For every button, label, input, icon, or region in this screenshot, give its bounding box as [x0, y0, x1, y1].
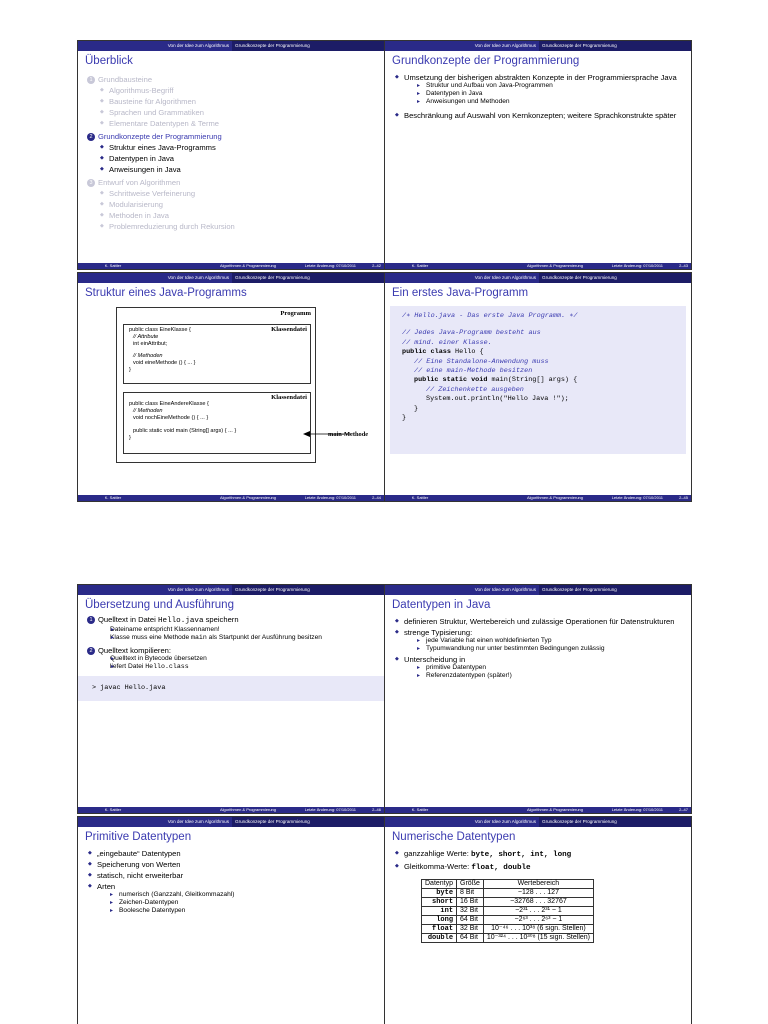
section-3: 3 Entwurf von Algorithmen ◆ Schrittweise Verfeinerung ◆ Modularisierung ◆ Methoden in Java ◆ Problemreduzierung durch Rekursion: [86, 178, 376, 231]
slide-title: Numerische Datentypen: [392, 831, 516, 843]
slide-title: Überblick: [85, 55, 133, 67]
slide-title: Primitive Datentypen: [85, 831, 192, 843]
slide-footer: K. Sattler Algorithmen & Programmierung Letzte Änderung: 07/10/2011 2–46: [78, 807, 384, 813]
slide-ueberblick: [77, 40, 385, 270]
table-row: long 64 Bit −2⁶³ . . . 2⁶³ − 1: [422, 916, 594, 925]
slide-footer: K. Sattler Algorithmen & Programmierung Letzte Änderung: 07/10/2011 2–47: [385, 807, 691, 813]
slide-title: Struktur eines Java-Programms: [85, 287, 247, 299]
table-header-row: Datentyp Größe Wertebereich: [422, 880, 594, 889]
slide-footer: K. Sattler Algorithmen & Programmierung Letzte Änderung: 07/10/2011 2–43: [385, 263, 691, 269]
slide-title: Übersetzung und Ausführung: [85, 599, 234, 611]
slide-footer: K. Sattler Algorithmen & Programmierung Letzte Änderung: 07/10/2011 2–45: [385, 495, 691, 501]
slide-title: Grundkonzepte der Programmierung: [392, 55, 580, 67]
slide-header: Von der Idee zum Algorithmus Grundkonzepte der Programmierung: [385, 817, 691, 827]
datatype-table: [421, 879, 594, 943]
slide-primitive-datentypen: Von der Idee zum Algorithmus Grundkonzepte der Programmierung Primitive Datentypen ◆ „eingebaute“ Datentypen ◆ Speicherung von Werten ◆ statisch, nicht erweiterbar ◆ Arten ▸ numerisch (Ganzzahl, Gleitkommazahl) ▸ Zeichen-Datentypen ▸ Boolesche Datentypen: [77, 816, 385, 1024]
slide-erstes-programm: [384, 272, 692, 502]
slide-header: Von der Idee zum Algorithmus Grundkonzepte der Programmierung: [78, 41, 384, 51]
table-row: short 16 Bit −32768 . . . 32767: [422, 898, 594, 907]
slide-header: Von der Idee zum Algorithmus Grundkonzepte der Programmierung: [385, 585, 691, 595]
slide-header: Von der Idee zum Algorithmus Grundkonzepte der Programmierung: [385, 41, 691, 51]
slide-header: Von der Idee zum Algorithmus Grundkonzepte der Programmierung: [385, 273, 691, 283]
class-file-box: Klassendatei public class EineAndereKlasse { // Methoden void nochEineMethode () { ... } public static void main (String[] args) { ... } }: [123, 392, 311, 454]
class-file-box: Klassendatei public class EineKlasse { // Attribute int einAttribut; // Methoden void eineMethode () { ... } }: [123, 324, 311, 384]
slide-footer: K. Sattler Algorithmen & Programmierung Letzte Änderung: 07/10/2011 2–42: [78, 263, 384, 269]
slide-struktur: [77, 272, 385, 502]
slide-numerische-datentypen: Von der Idee zum Algorithmus Grundkonzepte der Programmierung Numerische Datentypen ◆ ganzzahlige Werte: byte, short, int, long ◆ Gleitkomma-Werte: float, double Datentyp Größe Wertebereich byte 8 Bit −128 . . . 127 short 16 Bit −32768 . . . 32767 int 32 Bit −2³¹ . . . 2³¹ − 1 long 64 Bit −2⁶³ . . . 2⁶³ − 1 float 32 Bit 10⁻⁴⁶ . . . 10³⁸ (6 sign. Stellen) double 64 Bit 10⁻³²⁴ . . . 10³⁰⁸ (15 sign. Stellen): [384, 816, 692, 1024]
table-row: byte 8 Bit −128 . . . 127: [422, 889, 594, 898]
section-2: 2 Grundkonzepte der Programmierung ◆ Struktur eines Java-Programms ◆ Datentypen in Java ◆ Anweisungen in Java: [86, 132, 376, 174]
slide-title: Datentypen in Java: [392, 599, 491, 611]
program-diagram: Programm Klassendatei public class EineKlasse { // Attribute int einAttribut; // Methoden void eineMethode () { ... } } Klassendatei public class EineAndereKlasse { // Methoden void nochEineMethode () { ... } public static void main (String[] args) { ... } }: [116, 307, 316, 463]
slide-uebersetzung: Von der Idee zum Algorithmus Grundkonzepte der Programmierung Übersetzung und Ausführung 1 Quelltext in Datei Hello.java speichern ▸ Dateiname entspricht Klassennamen! ▸ Klasse muss eine Methode main als Startpunkt der Ausführung besitzen 2 Quelltext kompilieren: ▸ Quelltext in Bytecode übersetzen ▸ liefert Datei Hello.class > javac Hello.java K. Sattler Algorithmen & Programmierung Letzte Änderung: 07/10/2011 2–46: [77, 584, 385, 814]
slide-datentypen: Von der Idee zum Algorithmus Grundkonzepte der Programmierung Datentypen in Java ◆ definieren Struktur, Wertebereich und zulässige Operationen für Datenstrukturen ◆ strenge Typisierung: ▸ jede Variable hat einen wohldefinierten Typ ▸ Typumwandlung nur unter bestimmten Bedingungen zulässig ◆ Unterscheidung in ▸ primitive Datentypen ▸ Referenzdatentypen (später!) K. Sattler Algorithmen & Programmierung Letzte Änderung: 07/10/2011 2–47: [384, 584, 692, 814]
section-1: 1 Grundbausteine ◆ Algorithmus-Begriff ◆ Bausteine für Algorithmen ◆ Sprachen und Grammatiken ◆ Elementare Datentypen & Terme: [86, 75, 376, 128]
table-row: double 64 Bit 10⁻³²⁴ . . . 10³⁰⁸ (15 sign. Stellen): [422, 934, 594, 943]
code-block: /∗ Hello.java - Das erste Java Programm. ∗/ // Jedes Java-Programm besteht aus // mind. einer Klasse. public class Hello { // Eine Standalone-Anwendung muss // eine main-Methode besitzen public static void main(String[] args) { // Zeichenkette ausgeben System.out.println("Hello Java !"); } }: [390, 306, 686, 454]
slide-header: Von der Idee zum Algorithmus Grundkonzepte der Programmierung: [78, 273, 384, 283]
slide-header: Von der Idee zum Algorithmus Grundkonzepte der Programmierung: [78, 585, 384, 595]
slide-title: Ein erstes Java-Programm: [392, 287, 529, 299]
main-method-label: main-Methode: [328, 431, 369, 438]
table-row: int 32 Bit −2³¹ . . . 2³¹ − 1: [422, 907, 594, 916]
slide-footer: K. Sattler Algorithmen & Programmierung Letzte Änderung: 07/10/2011 2–44: [78, 495, 384, 501]
slide-header: Von der Idee zum Algorithmus Grundkonzepte der Programmierung: [78, 817, 384, 827]
slide-grundkonzepte: Von der Idee zum Algorithmus Grundkonzepte der Programmierung Grundkonzepte der Programmierung ◆ Umsetzung der bisherigen abstrakten Konzepte in der Programmiersprache Java ▸ Struktur und Aufbau von Java-Programmen ▸ Datentypen in Java ▸ Anweisungen und Methoden ◆ Beschränkung auf Auswahl von Kernkonzepten; weitere Sprachkonstrukte später K. Sattler Algorithmen & Programmierung Letzte Änderung: 07/10/2011 2–43: [384, 40, 692, 270]
table-row: float 32 Bit 10⁻⁴⁶ . . . 10³⁸ (6 sign. Stellen): [422, 925, 594, 934]
command-block: > javac Hello.java: [78, 676, 384, 701]
